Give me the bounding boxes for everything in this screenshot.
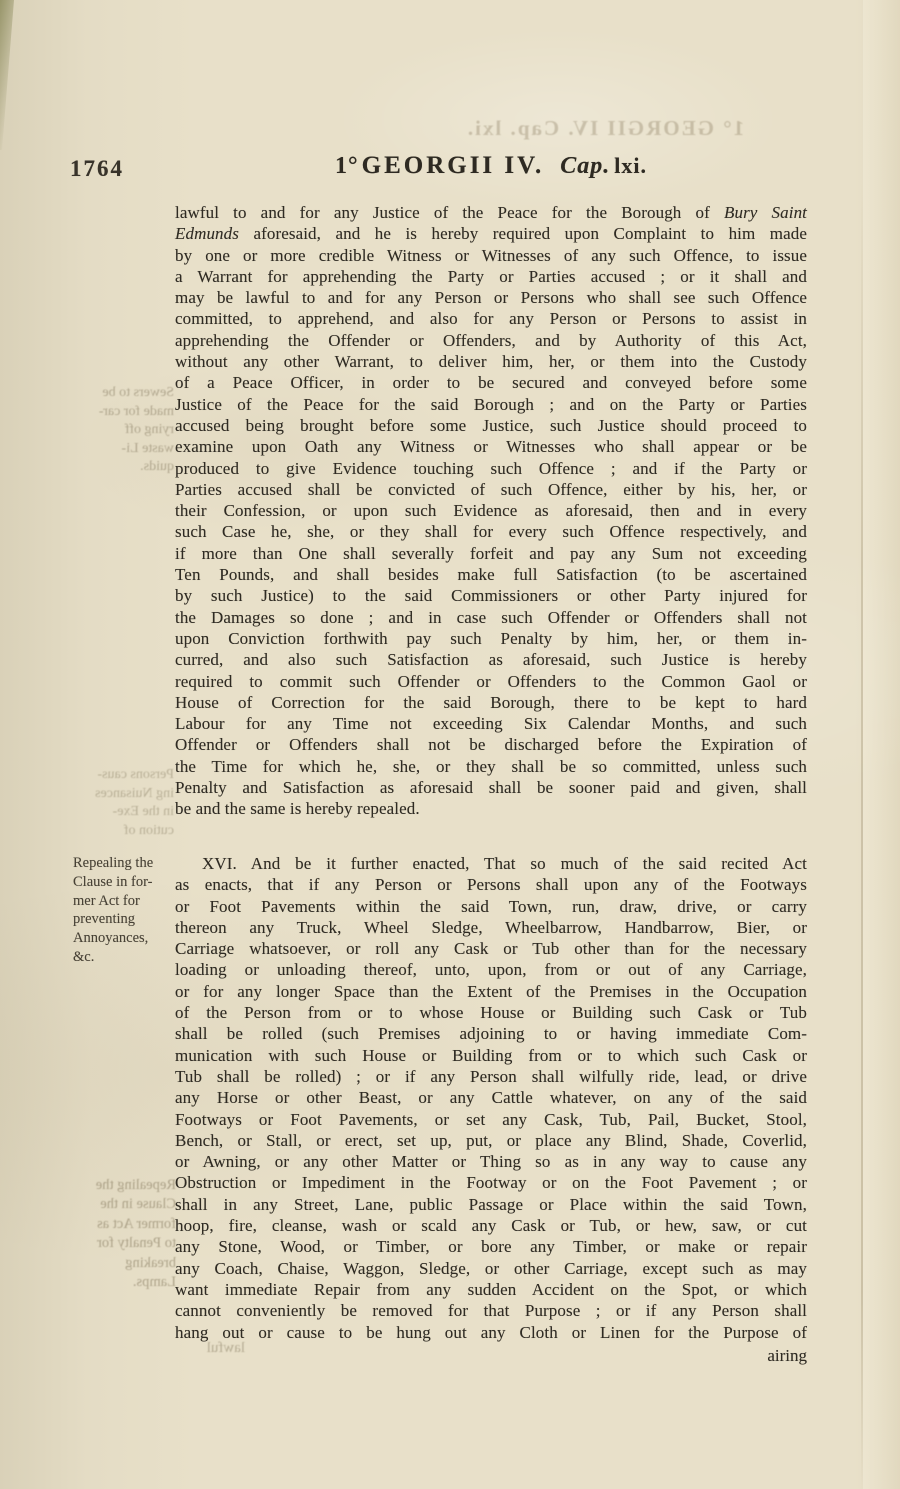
text-line: required to commit such Offender or Offenders to the Common Gaol or [175,671,807,691]
text-line: ing Nuisances [95,785,174,801]
text-line: Tub shall be rolled) ; or if any Person shall wilfully ride, lead, or drive [175,1066,807,1086]
text-line: Bench, or Stall, or erect, set up, put, or place any Blind, Shade, Coverlid, [175,1130,807,1150]
text-line: the Damages so done ; and in case such Offender or Offenders shall not [175,607,807,627]
text-line: Clause in the [100,1196,176,1213]
text-line: a Warrant for apprehending the Party or Parties accused ; or it shall and [175,266,807,286]
text-line: made for car- [98,403,174,419]
text-line: any Horse or other Beast, or any Cattle whatever, on any of the said [175,1088,807,1108]
text-line: cution of [123,822,174,838]
text-line: Persons caus- [97,767,174,782]
page-edge-shadow [0,0,16,150]
text-line: Carriage whatsoever, or roll any Cask or Tub other than for the necessary [175,939,807,959]
text-line: or for any longer Space than the Extent of the Premises in the Occupation [175,981,807,1001]
text-line: munication with such House or Building from or to which such Cask or [175,1045,807,1065]
text-line: committed, to apprehend, and also for any Person or Persons to assist in [175,309,807,329]
ghost-showthrough-header: 1° GEORGII IV. Cap. lxi. [465,116,745,140]
text-line: waste Li- [121,440,174,456]
chapter-number: lxi. [614,153,647,178]
text-line: preventing [73,911,136,928]
text-line: by such Justice) to the said Commissioners or other Party injured for [175,586,807,606]
text-line: former Act as [97,1215,176,1232]
text-line: rying off [124,422,174,438]
text-line: accused being brought before some Justice, such Justice should proceed to [175,415,807,435]
text-line: thereon any Truck, Wheel Sledge, Wheelbarrow, Handbarrow, Bier, or [175,917,807,937]
text-line: produced to give Evidence touching such Offence ; and if the Party or [175,458,807,478]
text-line: any Stone, Wood, or Timber, or bore any Timber, or make or repair [175,1237,807,1257]
catchword: airing [767,1346,807,1365]
text-line: Annoyances, [73,930,149,947]
text-line: their Confession, or upon such Evidence as aforesaid, then and in every [175,501,807,521]
text-line: any Coach, Chaise, Waggon, Sledge, or other Carriage, except such as may [175,1258,807,1278]
text-line: by one or more credible Witness or Witnesses of any such Offence, to issue [175,245,807,265]
page-edge-highlight [863,0,900,1489]
text-line: of a Peace Officer, in order to be secured and conveyed before some [175,373,807,393]
text-line: Footways or Foot Pavements, or set any Cask, Tub, Pail, Bucket, Stool, [175,1109,807,1129]
page-number: 1764 [70,156,124,181]
text-line: if more than One shall severally forfeit and pay any Sum not exceeding [175,543,807,563]
text-line: loading or unloading thereof, unto, upon, from or out of any Carriage, [175,960,807,980]
text-line: Penalty and Satisfaction as aforesaid shall be sooner paid and given, shall [175,778,807,798]
text-line: Labour for any Time not exceeding Six Calendar Months, and such [175,714,807,734]
running-head [175,152,807,180]
ghost-showthrough-margin-note-1 [58,384,174,477]
text-line: without any other Warrant, to deliver him, her, or them into the Custody [175,352,807,372]
text-line: may be lawful to and for any Person or Persons who shall see such Offence [175,288,807,308]
text-line: lawful to and for any Justice of the Peace for the Borough of Bury Saint [175,203,807,222]
text-line: Sewers to be [102,385,174,400]
text-line: apprehending the Offender or Offenders, and by Authority of this Act, [175,330,807,350]
text-line: hoop, fire, cleanse, wash or scald any Cask or Tub, or hew, saw, or cut [175,1216,807,1236]
text-line: breaking [125,1254,176,1271]
text-line: quids. [140,459,174,475]
text-line: of the Person from or to whose House or Building such Cask or Tub [175,1003,807,1023]
ghost-showthrough-margin-note-2 [58,766,174,840]
text-line: curred, and also such Satisfaction as aforesaid, such Justice is hereby [175,650,807,670]
text-line: be and the same is hereby repealed. [175,799,420,819]
margin-note-repealing-clause [73,854,179,967]
text-line: in the Exe- [112,804,174,820]
text-line: shall be rolled (such Premises adjoining to or having immediate Com- [175,1024,807,1044]
text-line: XVI. And be it further enacted, That so much of the said recited Act [202,854,807,873]
ghost-showthrough-margin-note-3 [56,1176,176,1292]
regnal-year: 1° [335,153,359,179]
text-line: Repealing the [95,1177,176,1193]
chapter-label: Cap. [560,153,611,179]
text-line: to Penalty for [97,1235,176,1252]
text-line: mer Act for [73,892,140,909]
text-line: such Case he, she, or they shall for every such Offence respectively, and [175,522,807,542]
text-line: House of Correction for the said Borough, there to be kept to hard [175,692,807,712]
text-line: want immediate Repair from any sudden Accident on the Spot, or which [175,1279,807,1299]
text-line: Justice of the Peace for the said Borough ; and on the Party or Parties [175,394,807,414]
text-line: hang out or cause to be hung out any Cloth or Linen for the Purpose of [175,1322,807,1342]
ghost-showthrough-catchword: lawful [206,1340,245,1356]
text-line: Ten Pounds, and shall besides make full Satisfaction (to be ascertained [175,565,807,585]
page-crease [861,180,863,1489]
text-line: examine upon Oath any Witness or Witnesses who shall appear or be [175,437,807,457]
text-line: or Awning, or any other Matter or Thing so as in any way to cause any [175,1152,807,1172]
monarch-title: GEORGII IV. [361,152,545,179]
text-line: cannot conveniently be removed for that Purpose ; or if any Person shall [175,1301,807,1321]
text-line: shall in any Street, Lane, public Passage or Place within the said Town, [175,1194,807,1214]
text-line: Obstruction or Impediment in the Footway or on the Foot Pavement ; or [175,1173,807,1193]
text-line: Edmunds aforesaid, and he is hereby required upon Complaint to him made [175,224,807,244]
text-line: or Foot Pavements within the said Town, run, draw, drive, or carry [175,896,807,916]
paragraph-continuation [175,202,807,820]
text-line: the Time for which he, she, or they shall be so committed, unless such [175,756,807,776]
text-line: Offender or Offenders shall not be discharged before the Expiration of [175,735,807,755]
text-line: Parties accused shall be convicted of such Offence, either by his, her, or [175,479,807,499]
text-line: as enacts, that if any Person or Persons shall upon any of the Footways [175,875,807,895]
text-line: Repealing the [73,855,154,871]
paragraph-section-xvi [175,853,807,1343]
text-line: Clause in for- [73,873,153,890]
text-line: upon Conviction forthwith pay such Penalty by him, her, or them in- [175,628,807,648]
text-line: &c. [73,948,95,965]
text-line: Lamps. [132,1274,176,1291]
